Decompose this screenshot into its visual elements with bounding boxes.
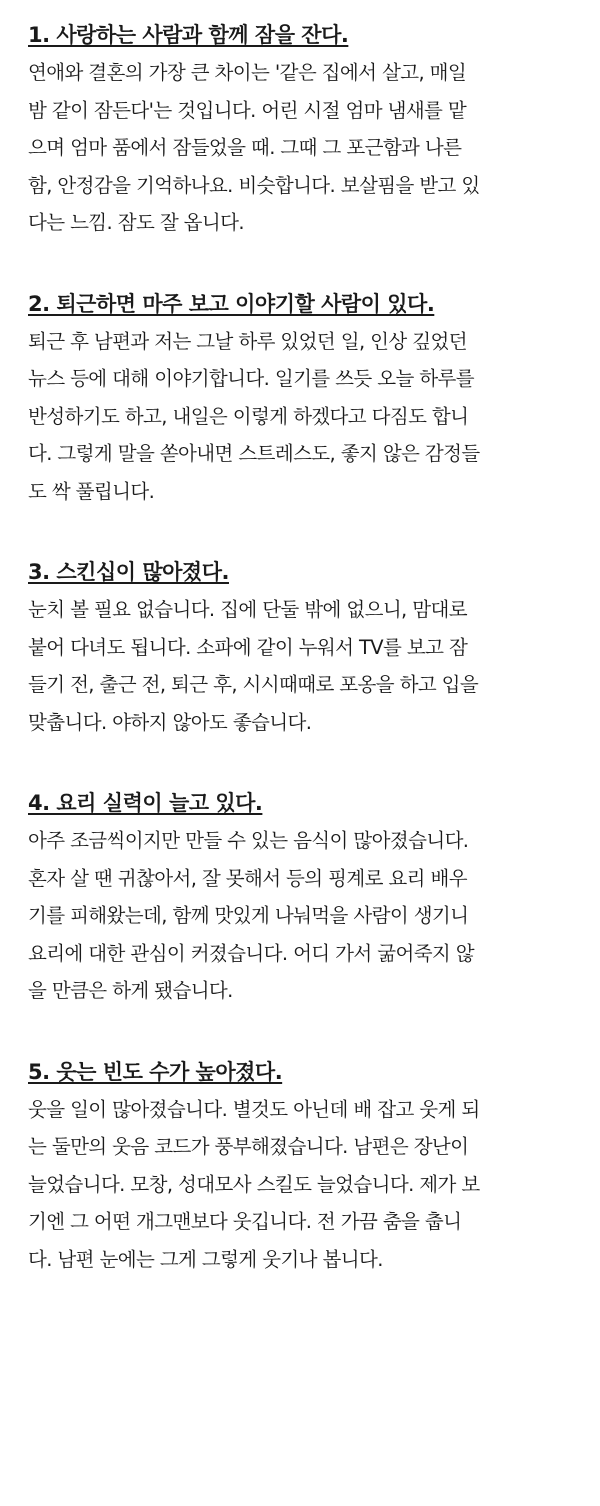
- body-line: 기엔 그 어떤 개그맨보다 웃깁니다. 전 가끔 춤을 춥니: [28, 1210, 462, 1233]
- body-line: 기를 피해왔는데, 함께 맛있게 나눠먹을 사람이 생기니: [28, 904, 469, 927]
- section-heading: 1. 사랑하는 사람과 함께 잠을 잔다.: [28, 23, 349, 47]
- body-line: 뉴스 등에 대해 이야기합니다. 일기를 쓰듯 오늘 하루를: [28, 367, 475, 390]
- body-line: 다는 느낌. 잠도 잘 옵니다.: [28, 211, 244, 234]
- section-spacer: [28, 242, 572, 285]
- body-line: 도 싹 풀립니다.: [28, 479, 155, 503]
- section-5: [28, 1053, 572, 1279]
- body-line: 웃을 일이 많아졌습니다. 별것도 아닌데 배 잡고 웃게 되: [28, 1097, 480, 1121]
- section-body: [28, 822, 572, 1010]
- section-heading: 5. 웃는 빈도 수가 높아졌다.: [28, 1059, 283, 1084]
- section-1: [28, 16, 572, 242]
- body-line: 다. 그렇게 말을 쏟아내면 스트레스도, 좋지 않은 감정들: [28, 442, 480, 465]
- section-2: [28, 285, 572, 511]
- body-line: 들기 전, 출근 전, 퇴근 후, 시시때때로 포옹을 하고 입을: [28, 673, 479, 696]
- section-body: [28, 1091, 572, 1279]
- body-line: 늘었습니다. 모창, 성대모사 스킬도 늘었습니다. 제가 보: [28, 1172, 480, 1196]
- section-spacer: [28, 510, 572, 553]
- body-line: 반성하기도 하고, 내일은 이렇게 하겠다고 다짐도 합니: [28, 404, 469, 428]
- body-line: 아주 조금씩이지만 만들 수 있는 음식이 많아졌습니다.: [28, 829, 469, 852]
- section-heading: 3. 스킨십이 많아졌다.: [28, 560, 229, 584]
- body-line: 연애와 결혼의 가장 큰 차이는 '같은 집에서 살고, 매일: [28, 61, 467, 84]
- body-line: 을 만큼은 하게 됐습니다.: [28, 979, 233, 1002]
- section-body: [28, 323, 572, 511]
- body-line: 밤 같이 잠든다'는 것입니다. 어린 시절 엄마 냄새를 맡: [28, 98, 467, 122]
- body-line: 요리에 대한 관심이 커졌습니다. 어디 가서 굶어죽지 않: [28, 941, 475, 965]
- body-line: 함, 안정감을 기억하나요. 비슷합니다. 보살핌을 받고 있: [28, 173, 480, 197]
- body-line: 다. 남편 눈에는 그게 그렇게 웃기나 봅니다.: [28, 1247, 383, 1271]
- body-line: 으며 엄마 품에서 잠들었을 때. 그때 그 포근함과 나른: [28, 136, 462, 159]
- body-line: 맞춥니다. 야하지 않아도 좋습니다.: [28, 710, 312, 734]
- section-spacer: [28, 1010, 572, 1053]
- section-spacer: [28, 741, 572, 784]
- body-line: 는 둘만의 웃음 코드가 풍부해졌습니다. 남편은 장난이: [28, 1135, 469, 1158]
- body-line: 퇴근 후 남편과 저는 그날 하루 있었던 일, 인상 깊었던: [28, 329, 467, 353]
- body-line: 눈치 볼 필요 없습니다. 집에 단둘 밖에 없으니, 맘대로: [28, 598, 467, 621]
- section-heading: 4. 요리 실력이 늘고 있다.: [28, 791, 263, 815]
- body-line: 붙어 다녀도 됩니다. 소파에 같이 누워서 TV를 보고 잠: [28, 635, 468, 659]
- section-3: [28, 553, 572, 741]
- section-body: [28, 54, 572, 242]
- section-4: [28, 784, 572, 1010]
- body-line: 혼자 살 땐 귀찮아서, 잘 못해서 등의 핑계로 요리 배우: [28, 866, 467, 890]
- section-heading: 2. 퇴근하면 마주 보고 이야기할 사람이 있다.: [28, 291, 435, 316]
- section-body: [28, 591, 572, 741]
